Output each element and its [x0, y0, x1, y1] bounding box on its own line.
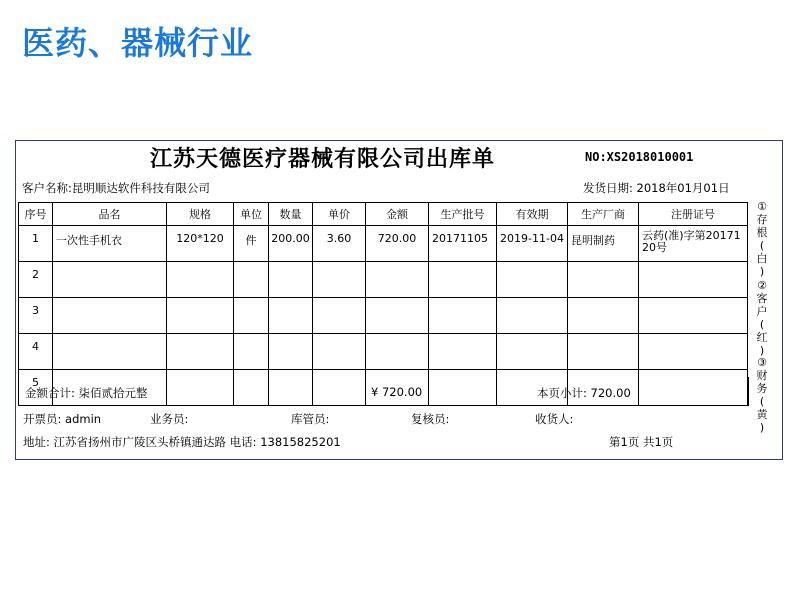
table-cell [366, 298, 429, 334]
document-number: NO:XS2018010001 [585, 150, 694, 164]
address-phone: 地址: 江苏省扬州市广陵区头桥镇通达路 电话: 13815825201 [23, 435, 341, 449]
table-cell: 5 [19, 370, 53, 406]
column-header: 金额 [366, 203, 429, 226]
table-cell: 2019-11-04 [497, 226, 568, 262]
side-note-char: 财 [756, 369, 768, 382]
column-header: 有效期 [497, 203, 568, 226]
column-header: 品名 [53, 203, 167, 226]
table-row [19, 298, 748, 334]
table-cell: 200.00 [269, 226, 313, 262]
customer-name: 客户名称:昆明顺达软件科技有限公司 [22, 181, 210, 195]
side-note-num: ③ [757, 356, 767, 369]
items-table [18, 202, 748, 406]
side-note-char: ) [759, 421, 765, 434]
table-cell [639, 298, 748, 334]
issuer-field: 开票员: admin [23, 412, 102, 426]
table-cell [313, 334, 366, 370]
side-note-char: ( [759, 318, 765, 331]
page-subtotal: 本页小计: 720.00 [537, 386, 631, 400]
table-cell [167, 262, 234, 298]
table-cell [568, 334, 639, 370]
warehouse-field: 库管员: [291, 412, 330, 426]
page-indicator: 第1页 共1页 [609, 435, 674, 449]
table-cell: 20171105 [429, 226, 497, 262]
table-cell: 2 [19, 262, 53, 298]
table-row [19, 226, 748, 262]
table-cell: 3.60 [313, 226, 366, 262]
table-cell [497, 262, 568, 298]
table-cell: 3 [19, 298, 53, 334]
receiver-field: 收货人: [535, 412, 574, 426]
table-cell [167, 334, 234, 370]
side-note-num: ② [757, 279, 767, 292]
table-cell: 720.00 [366, 226, 429, 262]
side-note-char: 红 [756, 331, 768, 344]
side-note-char: ) [759, 344, 765, 357]
table-cell [366, 262, 429, 298]
table-cell [366, 334, 429, 370]
column-header: 单价 [313, 203, 366, 226]
document-title: 江苏天德医疗器械有限公司出库单 [150, 146, 496, 172]
side-note-char: 黄 [756, 408, 768, 421]
side-note-customer [753, 279, 771, 357]
side-note-char: 存 [756, 213, 768, 226]
side-note-char: 白 [756, 252, 768, 265]
side-note-char: ( [759, 395, 765, 408]
page-title: 医药、器械行业 [22, 24, 254, 62]
ship-date: 发货日期: 2018年01月01日 [583, 181, 730, 195]
table-cell [429, 334, 497, 370]
table-cell [429, 262, 497, 298]
table-cell [234, 262, 269, 298]
table-cell [313, 262, 366, 298]
amount-total: ¥ 720.00 [371, 385, 423, 399]
table-row [19, 262, 748, 298]
table-row [19, 334, 748, 370]
side-note-char: ( [759, 239, 765, 252]
side-note-char: 务 [756, 382, 768, 395]
column-header: 注册证号 [639, 203, 748, 226]
table-cell [269, 334, 313, 370]
table-cell [234, 334, 269, 370]
table-cell: 1 [19, 226, 53, 262]
table-cell [497, 334, 568, 370]
table-cell [53, 298, 167, 334]
column-header: 单位 [234, 203, 269, 226]
column-header: 序号 [19, 203, 53, 226]
table-cell [269, 262, 313, 298]
side-note-char: 根 [756, 226, 768, 239]
table-cell [167, 298, 234, 334]
table-cell [53, 334, 167, 370]
reviewer-field: 复核员: [411, 412, 450, 426]
side-note-char: ) [759, 265, 765, 278]
table-cell [313, 298, 366, 334]
side-note-finance [753, 356, 771, 434]
sales-field: 业务员: [150, 412, 189, 426]
side-note-char: 客 [756, 292, 768, 305]
column-header: 规格 [167, 203, 234, 226]
column-header: 生产厂商 [568, 203, 639, 226]
table-cell: 4 [19, 334, 53, 370]
table-cell [568, 262, 639, 298]
table-cell: 一次性手机衣 [53, 226, 167, 262]
table-cell [269, 298, 313, 334]
side-note-num: ① [757, 200, 767, 213]
table-cell: 120*120 [167, 226, 234, 262]
table-cell [639, 334, 748, 370]
table-cell [568, 298, 639, 334]
side-note-char: 户 [756, 305, 768, 318]
table-cell [429, 298, 497, 334]
table-cell: 昆明制药 [568, 226, 639, 262]
column-header: 数量 [269, 203, 313, 226]
side-note-stub [753, 200, 771, 278]
table-cell [234, 298, 269, 334]
table-cell: 件 [234, 226, 269, 262]
column-header: 生产批号 [429, 203, 497, 226]
table-header-row [19, 203, 748, 226]
table-cell: 云药(准)字第2017120号 [639, 226, 748, 262]
table-cell [497, 298, 568, 334]
table-cell [53, 262, 167, 298]
amount-in-words: 金额合计: 柒佰贰拾元整 [25, 386, 148, 400]
table-cell [639, 262, 748, 298]
totals-row [18, 377, 749, 406]
